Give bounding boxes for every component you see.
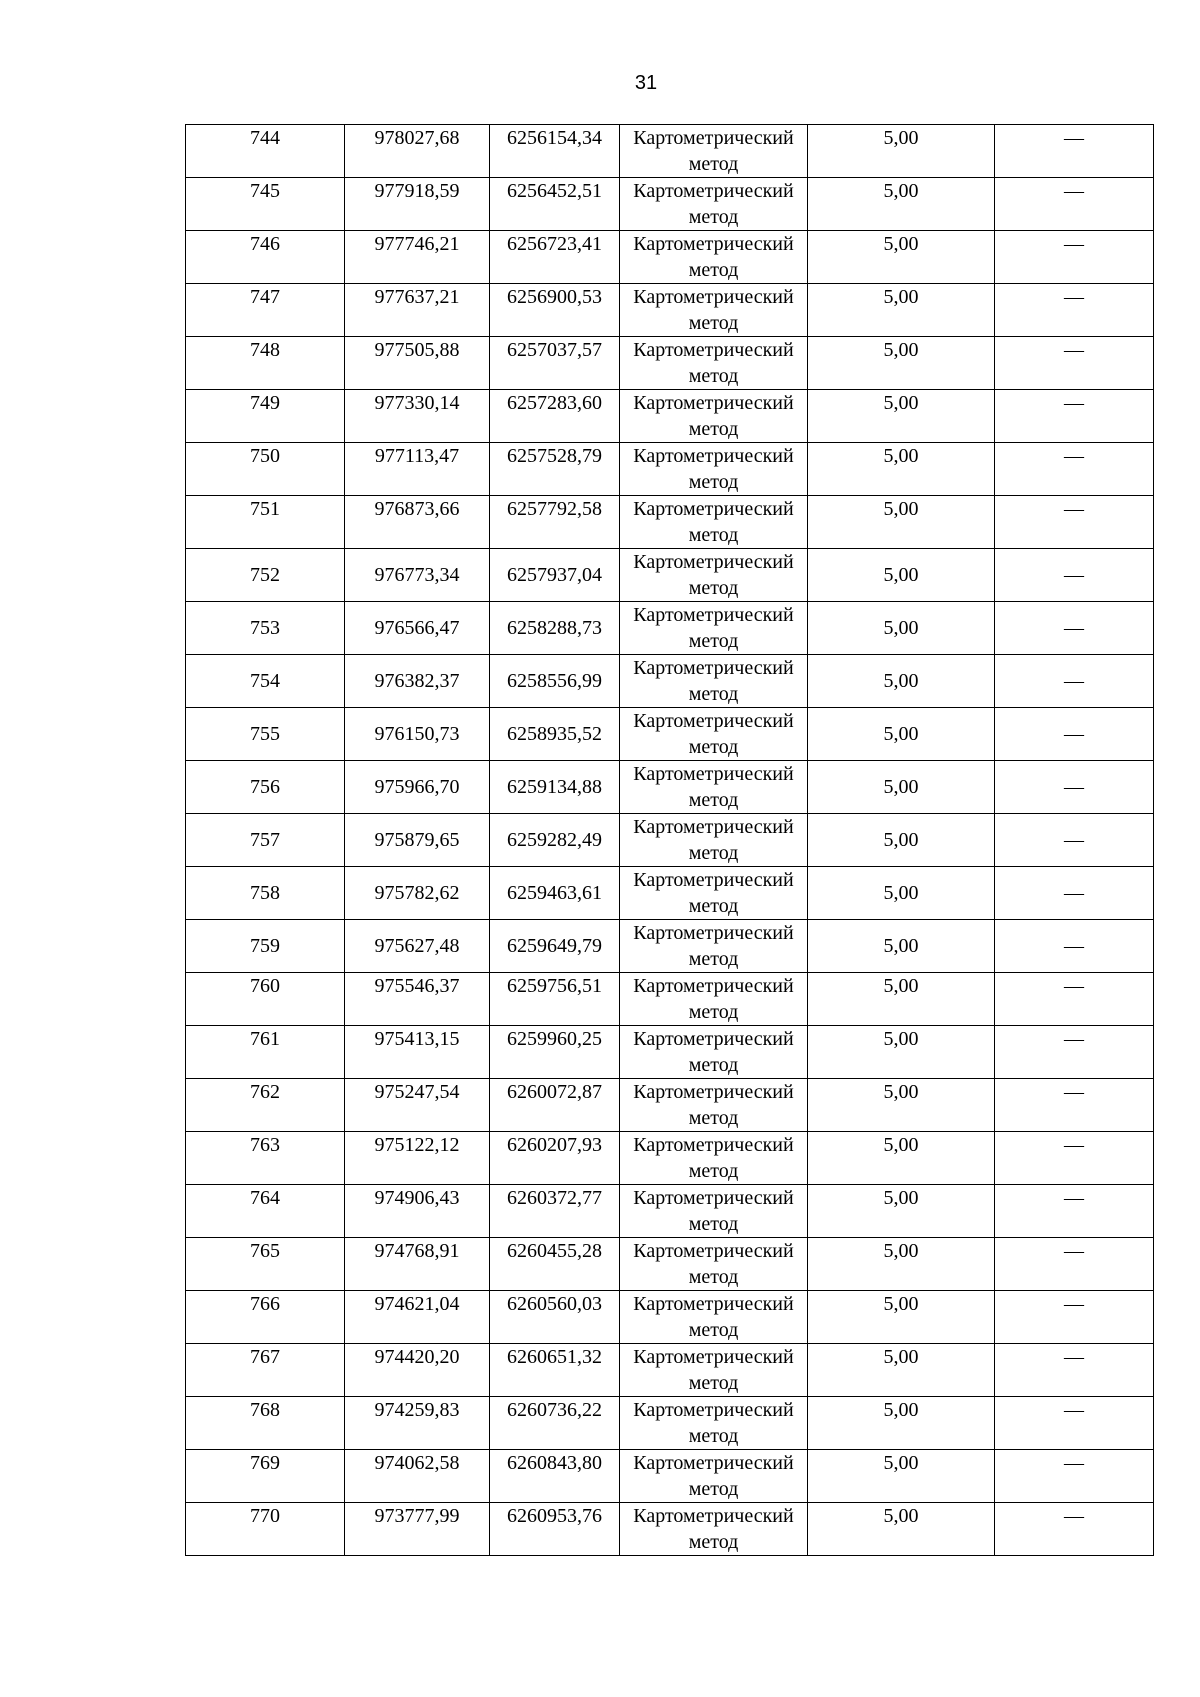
x-coordinate-cell: 974259,83 [345,1397,490,1450]
description-cell: — [995,1344,1154,1397]
method-line-2: метод [688,206,739,228]
table-row [186,284,1154,337]
y-coordinate-cell: 6260953,76 [490,1503,620,1556]
x-coordinate-cell: 977505,88 [345,337,490,390]
method-line-2: метод [688,842,739,864]
y-coordinate-cell: 6259960,25 [490,1026,620,1079]
table-row [186,1132,1154,1185]
point-number-cell: 752 [186,549,345,602]
table-row [186,549,1154,602]
point-number-cell: 764 [186,1185,345,1238]
accuracy-cell: 5,00 [808,1291,995,1344]
method-cell [620,1185,808,1238]
table-row [186,867,1154,920]
description-cell: — [995,231,1154,284]
accuracy-cell: 5,00 [808,1397,995,1450]
y-coordinate-cell: 6260843,80 [490,1450,620,1503]
x-coordinate-cell: 976873,66 [345,496,490,549]
point-number-cell: 746 [186,231,345,284]
method-line-1: Картометрический [633,339,794,361]
point-number-cell: 768 [186,1397,345,1450]
x-coordinate-cell: 975247,54 [345,1079,490,1132]
point-number-cell: 759 [186,920,345,973]
method-line-2: метод [688,683,739,705]
method-line-2: метод [688,1319,739,1341]
accuracy-cell: 5,00 [808,1132,995,1185]
method-cell [620,178,808,231]
description-cell: — [995,708,1154,761]
x-coordinate-cell: 978027,68 [345,125,490,178]
table-row [186,1238,1154,1291]
method-line-2: метод [688,577,739,599]
accuracy-cell: 5,00 [808,655,995,708]
x-coordinate-cell: 977637,21 [345,284,490,337]
point-number-cell: 769 [186,1450,345,1503]
method-line-1: Картометрический [633,127,794,149]
y-coordinate-cell: 6260072,87 [490,1079,620,1132]
x-coordinate-cell: 975966,70 [345,761,490,814]
method-line-2: метод [688,312,739,334]
method-line-1: Картометрический [633,869,794,891]
y-coordinate-cell: 6259282,49 [490,814,620,867]
accuracy-cell: 5,00 [808,337,995,390]
description-cell: — [995,867,1154,920]
method-cell [620,1450,808,1503]
accuracy-cell: 5,00 [808,867,995,920]
description-cell: — [995,814,1154,867]
y-coordinate-cell: 6260736,22 [490,1397,620,1450]
method-line-2: метод [688,259,739,281]
table-row [186,390,1154,443]
accuracy-cell: 5,00 [808,284,995,337]
method-line-2: метод [688,418,739,440]
x-coordinate-cell: 977918,59 [345,178,490,231]
accuracy-cell: 5,00 [808,231,995,284]
x-coordinate-cell: 975782,62 [345,867,490,920]
accuracy-cell: 5,00 [808,178,995,231]
accuracy-cell: 5,00 [808,496,995,549]
table-row [186,1185,1154,1238]
method-line-2: метод [688,524,739,546]
method-cell [620,549,808,602]
table-row [186,814,1154,867]
point-number-cell: 751 [186,496,345,549]
method-line-2: метод [688,471,739,493]
table-row [186,231,1154,284]
accuracy-cell: 5,00 [808,602,995,655]
table-row [186,1026,1154,1079]
method-cell [620,1503,808,1556]
y-coordinate-cell: 6258288,73 [490,602,620,655]
x-coordinate-cell: 974621,04 [345,1291,490,1344]
accuracy-cell: 5,00 [808,761,995,814]
y-coordinate-cell: 6260372,77 [490,1185,620,1238]
table-row [186,602,1154,655]
table-row [186,1397,1154,1450]
point-number-cell: 766 [186,1291,345,1344]
method-line-1: Картометрический [633,657,794,679]
x-coordinate-cell: 974420,20 [345,1344,490,1397]
method-line-2: метод [688,1266,739,1288]
method-line-2: метод [688,1213,739,1235]
description-cell: — [995,1185,1154,1238]
accuracy-cell: 5,00 [808,125,995,178]
table-row [186,1079,1154,1132]
method-cell [620,761,808,814]
x-coordinate-cell: 975546,37 [345,973,490,1026]
point-number-cell: 756 [186,761,345,814]
method-line-1: Картометрический [633,1081,794,1103]
method-cell [620,920,808,973]
method-line-1: Картометрический [633,1293,794,1315]
method-line-2: метод [688,789,739,811]
y-coordinate-cell: 6258556,99 [490,655,620,708]
table-row [186,443,1154,496]
method-line-1: Картометрический [633,1187,794,1209]
table-row [186,337,1154,390]
x-coordinate-cell: 976566,47 [345,602,490,655]
accuracy-cell: 5,00 [808,1079,995,1132]
x-coordinate-cell: 974906,43 [345,1185,490,1238]
accuracy-cell: 5,00 [808,1503,995,1556]
table-row [186,496,1154,549]
accuracy-cell: 5,00 [808,920,995,973]
method-line-1: Картометрический [633,1505,794,1527]
description-cell: — [995,761,1154,814]
table-row [186,178,1154,231]
description-cell: — [995,1026,1154,1079]
x-coordinate-cell: 977746,21 [345,231,490,284]
accuracy-cell: 5,00 [808,549,995,602]
description-cell: — [995,496,1154,549]
method-cell [620,337,808,390]
method-cell [620,867,808,920]
description-cell: — [995,1450,1154,1503]
method-cell [620,390,808,443]
method-line-2: метод [688,1001,739,1023]
method-line-2: метод [688,1531,739,1553]
method-line-2: метод [688,1054,739,1076]
description-cell: — [995,1291,1154,1344]
point-number-cell: 748 [186,337,345,390]
description-cell: — [995,549,1154,602]
point-number-cell: 754 [186,655,345,708]
method-cell [620,1397,808,1450]
description-cell: — [995,1238,1154,1291]
method-cell [620,708,808,761]
accuracy-cell: 5,00 [808,1185,995,1238]
description-cell: — [995,1397,1154,1450]
x-coordinate-cell: 977330,14 [345,390,490,443]
description-cell: — [995,602,1154,655]
method-cell [620,231,808,284]
method-line-2: метод [688,1372,739,1394]
method-line-1: Картометрический [633,1240,794,1262]
y-coordinate-cell: 6260455,28 [490,1238,620,1291]
point-number-cell: 765 [186,1238,345,1291]
y-coordinate-cell: 6260651,32 [490,1344,620,1397]
y-coordinate-cell: 6257792,58 [490,496,620,549]
method-line-1: Картометрический [633,1028,794,1050]
accuracy-cell: 5,00 [808,1344,995,1397]
accuracy-cell: 5,00 [808,708,995,761]
x-coordinate-cell: 974062,58 [345,1450,490,1503]
method-cell [620,1238,808,1291]
accuracy-cell: 5,00 [808,443,995,496]
method-line-1: Картометрический [633,1452,794,1474]
method-line-1: Картометрический [633,180,794,202]
description-cell: — [995,178,1154,231]
description-cell: — [995,284,1154,337]
description-cell: — [995,1079,1154,1132]
method-line-2: метод [688,895,739,917]
method-line-1: Картометрический [633,604,794,626]
point-number-cell: 747 [186,284,345,337]
method-line-1: Картометрический [633,445,794,467]
method-line-2: метод [688,1160,739,1182]
point-number-cell: 762 [186,1079,345,1132]
table-row [186,920,1154,973]
method-line-1: Картометрический [633,233,794,255]
description-cell: — [995,390,1154,443]
accuracy-cell: 5,00 [808,973,995,1026]
method-line-1: Картометрический [633,1399,794,1421]
point-number-cell: 763 [186,1132,345,1185]
method-line-1: Картометрический [633,710,794,732]
method-line-1: Картометрический [633,1346,794,1368]
x-coordinate-cell: 976382,37 [345,655,490,708]
method-line-1: Картометрический [633,922,794,944]
y-coordinate-cell: 6259463,61 [490,867,620,920]
point-number-cell: 744 [186,125,345,178]
x-coordinate-cell: 975413,15 [345,1026,490,1079]
method-cell [620,1344,808,1397]
point-number-cell: 745 [186,178,345,231]
table-row [186,1291,1154,1344]
method-line-2: метод [688,630,739,652]
y-coordinate-cell: 6257528,79 [490,443,620,496]
method-cell [620,1026,808,1079]
description-cell: — [995,337,1154,390]
point-number-cell: 750 [186,443,345,496]
method-cell [620,655,808,708]
method-cell [620,443,808,496]
x-coordinate-cell: 976773,34 [345,549,490,602]
table-row [186,973,1154,1026]
x-coordinate-cell: 975627,48 [345,920,490,973]
method-cell [620,1079,808,1132]
y-coordinate-cell: 6256452,51 [490,178,620,231]
y-coordinate-cell: 6257937,04 [490,549,620,602]
method-line-2: метод [688,153,739,175]
point-number-cell: 757 [186,814,345,867]
coordinates-table [185,124,1154,1556]
x-coordinate-cell: 975122,12 [345,1132,490,1185]
page-number: 31 [634,72,658,94]
method-line-1: Картометрический [633,816,794,838]
method-line-1: Картометрический [633,975,794,997]
method-line-2: метод [688,1425,739,1447]
method-cell [620,1291,808,1344]
y-coordinate-cell: 6259649,79 [490,920,620,973]
accuracy-cell: 5,00 [808,1238,995,1291]
description-cell: — [995,443,1154,496]
x-coordinate-cell: 977113,47 [345,443,490,496]
accuracy-cell: 5,00 [808,1450,995,1503]
method-line-2: метод [688,1107,739,1129]
y-coordinate-cell: 6256723,41 [490,231,620,284]
y-coordinate-cell: 6259756,51 [490,973,620,1026]
method-line-2: метод [688,736,739,758]
description-cell: — [995,1503,1154,1556]
method-cell [620,602,808,655]
description-cell: — [995,125,1154,178]
method-line-1: Картометрический [633,392,794,414]
x-coordinate-cell: 976150,73 [345,708,490,761]
y-coordinate-cell: 6259134,88 [490,761,620,814]
accuracy-cell: 5,00 [808,390,995,443]
description-cell: — [995,655,1154,708]
method-cell [620,284,808,337]
point-number-cell: 761 [186,1026,345,1079]
x-coordinate-cell: 973777,99 [345,1503,490,1556]
point-number-cell: 755 [186,708,345,761]
table-row [186,1503,1154,1556]
y-coordinate-cell: 6260560,03 [490,1291,620,1344]
method-line-2: метод [688,365,739,387]
coordinates-table-body [186,125,1154,1556]
method-line-2: метод [688,1478,739,1500]
method-line-1: Картометрический [633,551,794,573]
table-row [186,708,1154,761]
y-coordinate-cell: 6258935,52 [490,708,620,761]
table-row [186,655,1154,708]
method-line-1: Картометрический [633,763,794,785]
y-coordinate-cell: 6260207,93 [490,1132,620,1185]
x-coordinate-cell: 974768,91 [345,1238,490,1291]
method-cell [620,814,808,867]
description-cell: — [995,973,1154,1026]
method-line-1: Картометрический [633,498,794,520]
point-number-cell: 758 [186,867,345,920]
description-cell: — [995,1132,1154,1185]
method-cell [620,1132,808,1185]
table-row [186,761,1154,814]
accuracy-cell: 5,00 [808,1026,995,1079]
y-coordinate-cell: 6256154,34 [490,125,620,178]
point-number-cell: 749 [186,390,345,443]
description-cell: — [995,920,1154,973]
y-coordinate-cell: 6257037,57 [490,337,620,390]
point-number-cell: 753 [186,602,345,655]
method-cell [620,125,808,178]
method-line-2: метод [688,948,739,970]
point-number-cell: 767 [186,1344,345,1397]
y-coordinate-cell: 6256900,53 [490,284,620,337]
table-row [186,1344,1154,1397]
method-line-1: Картометрический [633,286,794,308]
point-number-cell: 770 [186,1503,345,1556]
accuracy-cell: 5,00 [808,814,995,867]
method-line-1: Картометрический [633,1134,794,1156]
x-coordinate-cell: 975879,65 [345,814,490,867]
point-number-cell: 760 [186,973,345,1026]
table-row [186,1450,1154,1503]
method-cell [620,973,808,1026]
table-row [186,125,1154,178]
method-cell [620,496,808,549]
y-coordinate-cell: 6257283,60 [490,390,620,443]
